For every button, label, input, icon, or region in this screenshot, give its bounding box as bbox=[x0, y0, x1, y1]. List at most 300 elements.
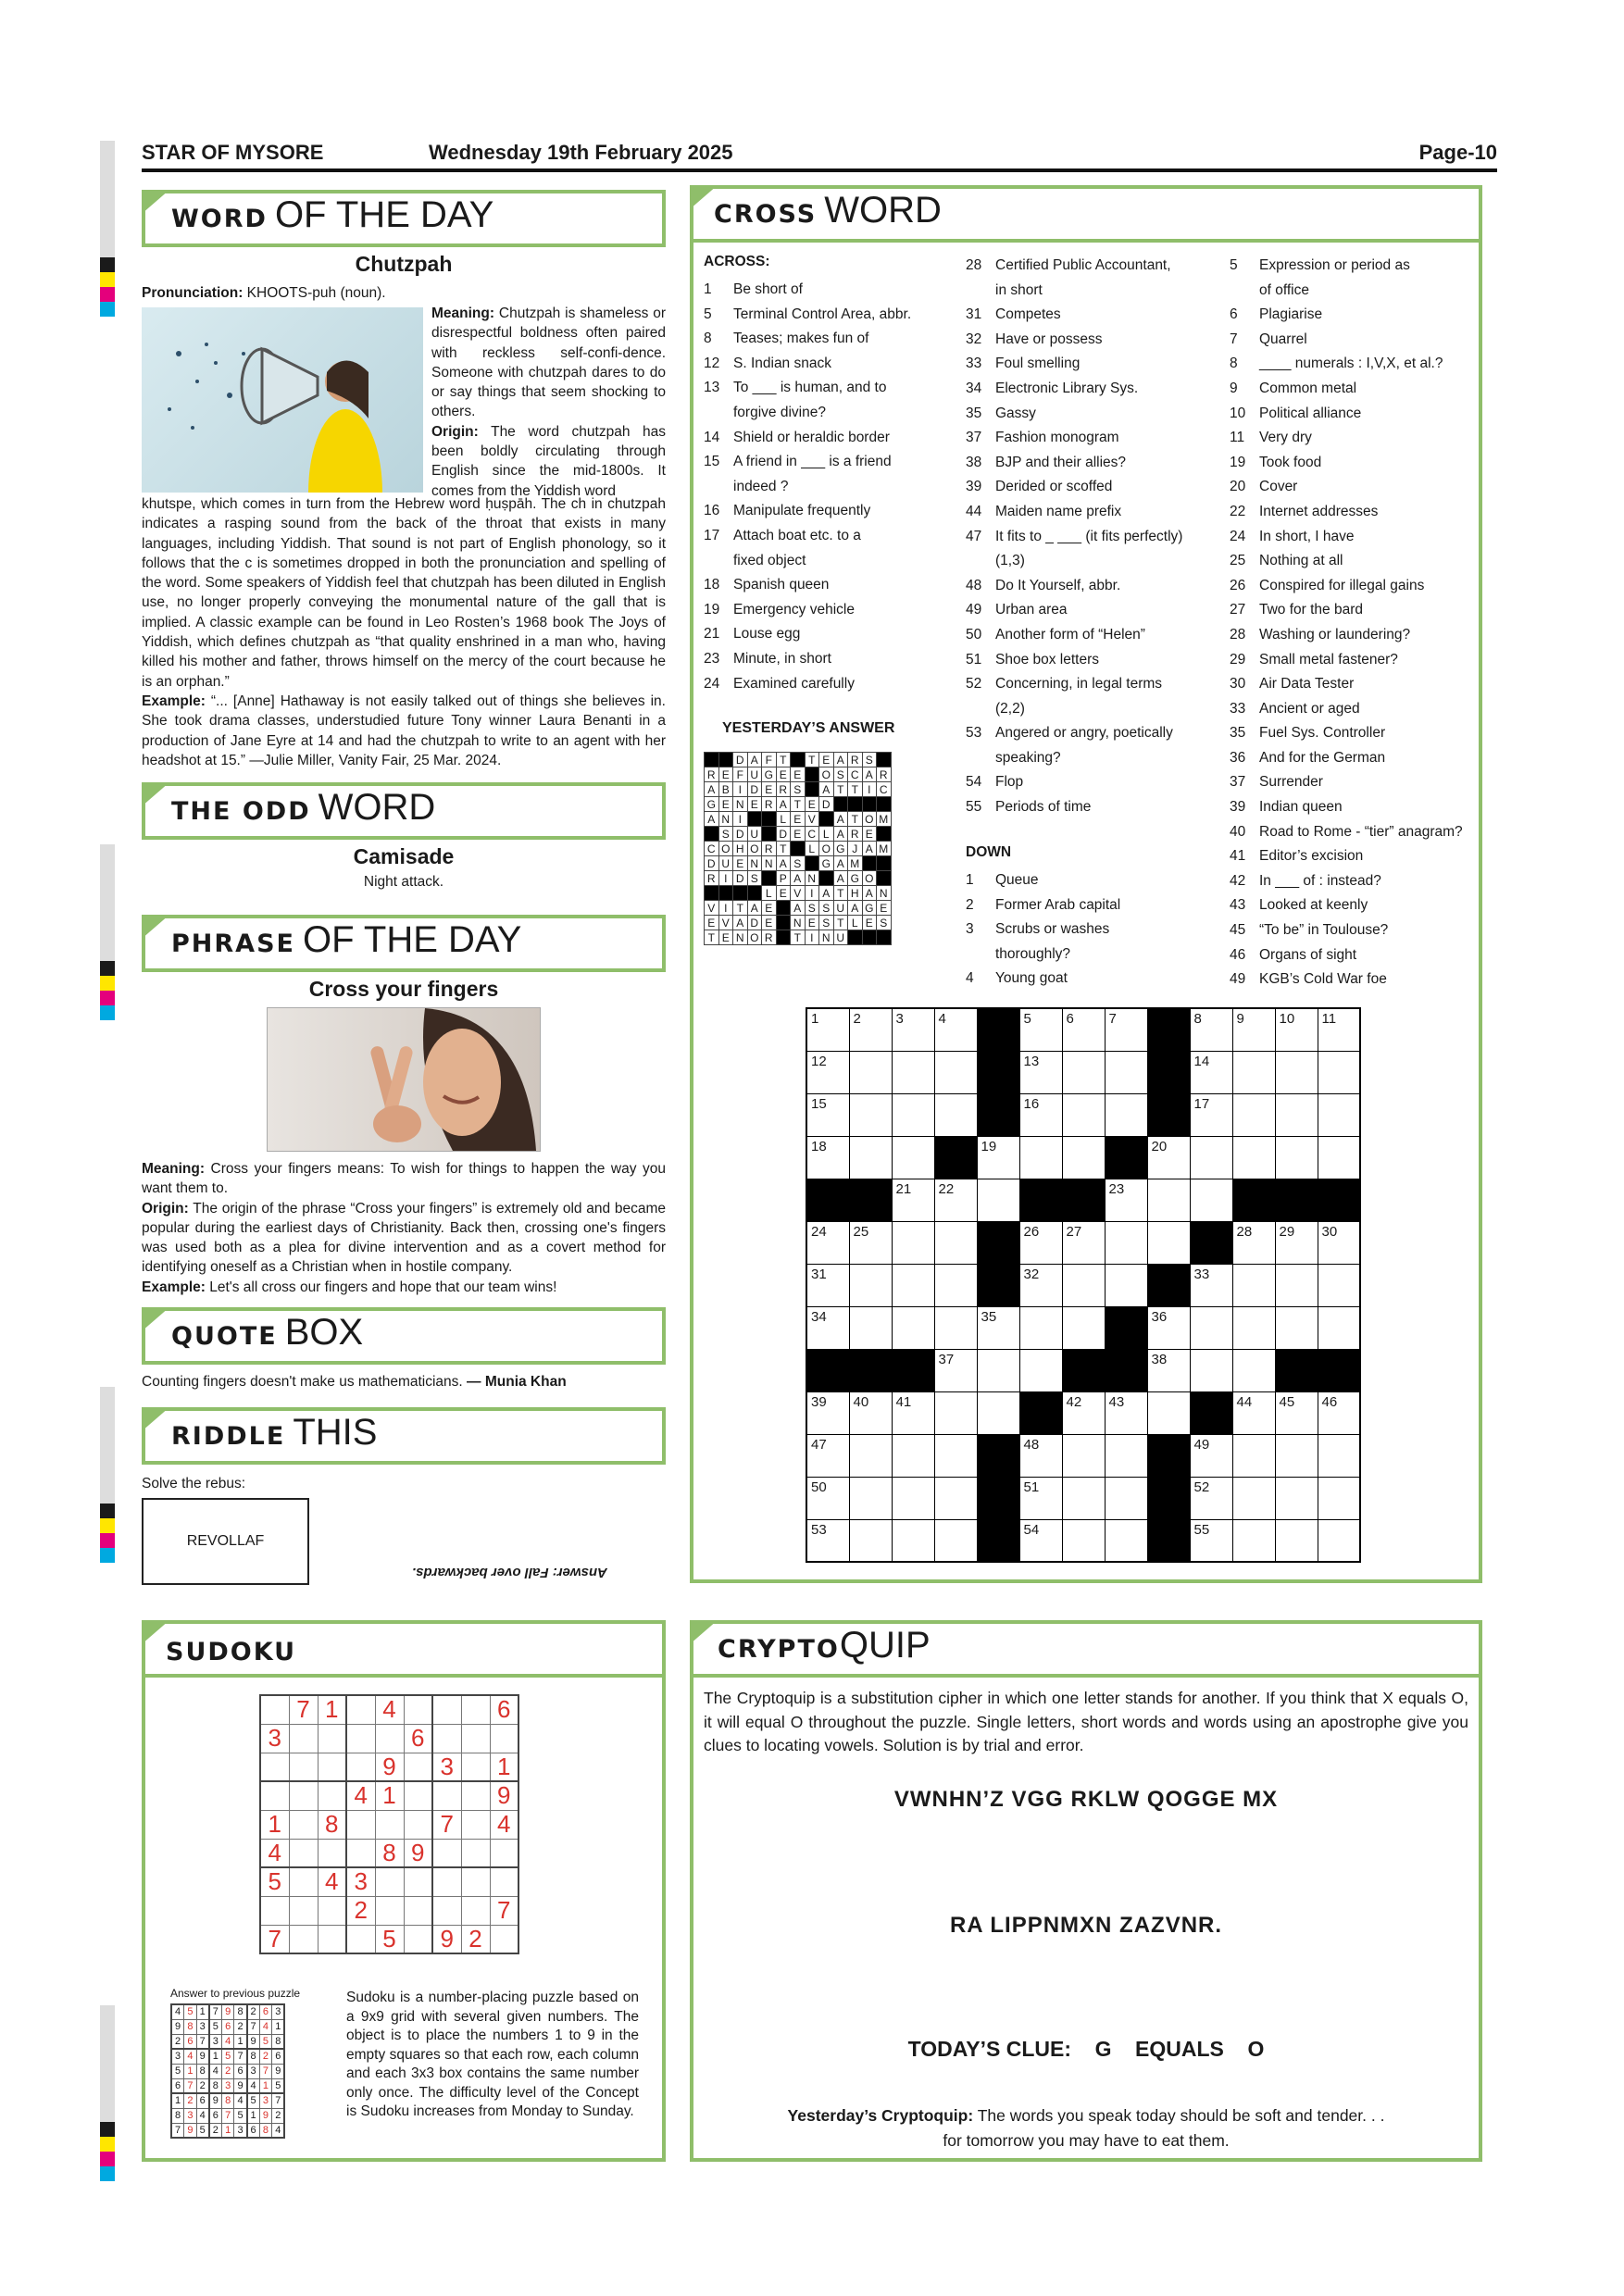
crossword-cell[interactable] bbox=[934, 1093, 977, 1136]
black-cell bbox=[1275, 1179, 1318, 1221]
answer-cell: V bbox=[705, 901, 719, 916]
crossword-cell[interactable] bbox=[892, 1519, 934, 1562]
sudoku-cell[interactable] bbox=[461, 1695, 490, 1724]
sudoku-cell[interactable] bbox=[318, 1724, 346, 1753]
sudoku-answer-cell: 5 bbox=[234, 2108, 247, 2123]
sudoku-cell[interactable] bbox=[318, 1781, 346, 1810]
black-cell bbox=[877, 753, 892, 767]
sudoku-cell[interactable] bbox=[289, 1781, 318, 1810]
crossword-cell[interactable] bbox=[934, 1264, 977, 1306]
clue-number bbox=[966, 942, 995, 967]
crossword-cell[interactable] bbox=[1318, 1093, 1360, 1136]
crossword-cell[interactable] bbox=[1105, 1391, 1147, 1434]
crossword-cell[interactable] bbox=[1019, 1093, 1062, 1136]
sudoku-cell[interactable] bbox=[375, 1867, 404, 1896]
black-cell bbox=[862, 930, 877, 945]
sudoku-cell[interactable] bbox=[461, 1810, 490, 1839]
cell-number: 48 bbox=[1023, 1436, 1040, 1453]
crossword-cell[interactable] bbox=[892, 1008, 934, 1051]
clue-text: Emergency vehicle bbox=[733, 601, 855, 618]
sudoku-cell[interactable] bbox=[461, 1896, 490, 1925]
crossword-cell[interactable] bbox=[1105, 1221, 1147, 1264]
crossword-cell[interactable] bbox=[1190, 1349, 1232, 1391]
sudoku-cell[interactable] bbox=[404, 1781, 432, 1810]
answer-cell: O bbox=[819, 842, 834, 856]
crossword-cell[interactable] bbox=[806, 1221, 849, 1264]
crossword-cell[interactable] bbox=[892, 1434, 934, 1477]
clue-text: Road to Rome - “tier” anagram? bbox=[1259, 823, 1463, 840]
answer-cell: E bbox=[791, 812, 806, 827]
cell-number: 13 bbox=[1023, 1053, 1040, 1069]
sudoku-answer-cell: 4 bbox=[221, 2034, 234, 2049]
crossword-cell[interactable] bbox=[1190, 1306, 1232, 1349]
crossword-cell[interactable] bbox=[1105, 1434, 1147, 1477]
clue-number: 8 bbox=[704, 331, 712, 347]
crossword-cell[interactable] bbox=[849, 1434, 892, 1477]
crossword-cell[interactable] bbox=[1275, 1306, 1318, 1349]
clue-row bbox=[966, 942, 1225, 967]
crossword-cell[interactable] bbox=[1147, 1391, 1190, 1434]
crossword-cell[interactable] bbox=[1019, 1221, 1062, 1264]
answer-cell: R bbox=[762, 930, 777, 945]
crossword-cell[interactable] bbox=[1062, 1264, 1105, 1306]
sudoku-answer-cell: 1 bbox=[196, 2004, 209, 2019]
sudoku-cell[interactable] bbox=[404, 1810, 432, 1839]
answer-cell: P bbox=[776, 871, 791, 886]
sudoku-cell[interactable] bbox=[490, 1925, 518, 1953]
issue-date: Wednesday 19th February 2025 bbox=[429, 141, 733, 164]
sudoku-cell[interactable] bbox=[461, 1781, 490, 1810]
crossword-cell[interactable] bbox=[1062, 1434, 1105, 1477]
sudoku-answer-cell: 6 bbox=[184, 2034, 197, 2049]
crossword-cell[interactable] bbox=[1232, 1221, 1275, 1264]
answer-cell: V bbox=[805, 812, 819, 827]
crossword-cell[interactable] bbox=[1062, 1221, 1105, 1264]
clue-number: 5 bbox=[1230, 257, 1238, 273]
sudoku-cell[interactable] bbox=[260, 1753, 289, 1781]
crossword-cell[interactable] bbox=[977, 1136, 1019, 1179]
sudoku-cell[interactable] bbox=[289, 1839, 318, 1867]
crossword-cell[interactable] bbox=[1019, 1477, 1062, 1519]
crossword-cell[interactable] bbox=[1275, 1221, 1318, 1264]
crossword-cell[interactable] bbox=[1019, 1434, 1062, 1477]
crossword-cell[interactable] bbox=[1232, 1008, 1275, 1051]
crossword-cell[interactable] bbox=[1062, 1306, 1105, 1349]
sudoku-cell[interactable] bbox=[432, 1867, 461, 1896]
clue-row bbox=[966, 648, 1225, 673]
crossword-cell[interactable] bbox=[1275, 1051, 1318, 1093]
crossword-cell[interactable] bbox=[806, 1008, 849, 1051]
clue-number bbox=[966, 697, 995, 722]
crossword-cell[interactable] bbox=[1275, 1391, 1318, 1434]
answer-cell: E bbox=[705, 916, 719, 930]
crossword-cell[interactable] bbox=[1318, 1264, 1360, 1306]
crossword-cell[interactable] bbox=[892, 1093, 934, 1136]
clue-row bbox=[1230, 844, 1480, 869]
sudoku-cell: 4 bbox=[318, 1867, 346, 1896]
crossword-cell[interactable] bbox=[1019, 1349, 1062, 1391]
crossword-cell[interactable] bbox=[1062, 1519, 1105, 1562]
sudoku-answer-cell: 3 bbox=[259, 2093, 272, 2108]
cell-number: 55 bbox=[1193, 1521, 1210, 1538]
sudoku-cell[interactable] bbox=[432, 1695, 461, 1724]
crossword-cell[interactable] bbox=[1190, 1051, 1232, 1093]
crossword-cell[interactable] bbox=[1019, 1051, 1062, 1093]
crossword-cell[interactable] bbox=[849, 1008, 892, 1051]
crossword-cell[interactable] bbox=[1232, 1264, 1275, 1306]
crossword-cell[interactable] bbox=[1019, 1519, 1062, 1562]
clue-row bbox=[704, 549, 958, 574]
answer-cell: N bbox=[791, 916, 806, 930]
crossword-cell[interactable] bbox=[977, 1349, 1019, 1391]
sudoku-answer-cell: 5 bbox=[209, 2019, 222, 2034]
crossword-cell[interactable] bbox=[1190, 1519, 1232, 1562]
answer-cell: S bbox=[833, 767, 848, 782]
sudoku-cell[interactable] bbox=[289, 1867, 318, 1896]
crossword-cell[interactable] bbox=[1318, 1519, 1360, 1562]
crossword-cell[interactable] bbox=[1147, 1221, 1190, 1264]
sudoku-cell[interactable] bbox=[432, 1896, 461, 1925]
clue-row bbox=[966, 426, 1225, 451]
clue-text: Indian queen bbox=[1259, 799, 1343, 816]
crossword-cell[interactable] bbox=[849, 1051, 892, 1093]
sudoku-cell[interactable] bbox=[346, 1724, 375, 1753]
sudoku-cell[interactable] bbox=[461, 1753, 490, 1781]
crossword-cell[interactable] bbox=[1105, 1093, 1147, 1136]
crossword-cell[interactable] bbox=[892, 1136, 934, 1179]
crossword-cell[interactable] bbox=[1019, 1136, 1062, 1179]
sudoku-cell[interactable] bbox=[375, 1896, 404, 1925]
sudoku-answer-cell: 4 bbox=[184, 2049, 197, 2064]
crossword-cell[interactable] bbox=[806, 1136, 849, 1179]
crossword-cell[interactable] bbox=[934, 1349, 977, 1391]
crossword-cell[interactable] bbox=[1232, 1477, 1275, 1519]
crossword-cell[interactable] bbox=[1232, 1519, 1275, 1562]
crossword-cell[interactable] bbox=[806, 1434, 849, 1477]
crossword-cell[interactable] bbox=[1019, 1306, 1062, 1349]
sudoku-answer-cell: 9 bbox=[221, 2004, 234, 2019]
clue-text: KGB’s Cold War foe bbox=[1259, 971, 1387, 988]
crossword-cell[interactable] bbox=[934, 1477, 977, 1519]
answer-cell: E bbox=[877, 901, 892, 916]
crossword-cell[interactable] bbox=[806, 1477, 849, 1519]
black-cell bbox=[705, 827, 719, 842]
crossword-cell[interactable] bbox=[1105, 1264, 1147, 1306]
crossword-cell[interactable] bbox=[1318, 1136, 1360, 1179]
clue-row bbox=[966, 279, 1225, 304]
crossword-cell[interactable] bbox=[1062, 1051, 1105, 1093]
sudoku-cell[interactable] bbox=[404, 1896, 432, 1925]
crossword-cell[interactable] bbox=[1190, 1179, 1232, 1221]
clue-text: Shoe box letters bbox=[995, 651, 1100, 668]
crossword-cell[interactable] bbox=[934, 1179, 977, 1221]
crossword-cell[interactable] bbox=[934, 1051, 977, 1093]
crossword-cell[interactable] bbox=[849, 1264, 892, 1306]
crossword-cell[interactable] bbox=[977, 1306, 1019, 1349]
cell-number: 29 bbox=[1279, 1223, 1295, 1240]
answer-cell: A bbox=[747, 901, 762, 916]
sudoku-answer-cell: 4 bbox=[196, 2108, 209, 2123]
crossword-cell[interactable] bbox=[934, 1221, 977, 1264]
crossword-cell[interactable] bbox=[1275, 1264, 1318, 1306]
clue-number: 15 bbox=[704, 454, 720, 470]
clue-number: 10 bbox=[1230, 405, 1246, 421]
clue-row bbox=[704, 622, 958, 647]
crossword-cell[interactable] bbox=[934, 1434, 977, 1477]
answer-cell: E bbox=[718, 797, 733, 812]
crossword-cell[interactable] bbox=[1019, 1264, 1062, 1306]
answer-cell: E bbox=[791, 767, 806, 782]
crossword-cell[interactable] bbox=[1318, 1477, 1360, 1519]
clue-row bbox=[1230, 893, 1480, 918]
crossword-cell[interactable] bbox=[1105, 1477, 1147, 1519]
cell-number: 39 bbox=[811, 1393, 827, 1410]
black-cell bbox=[862, 797, 877, 812]
crossword-cell[interactable] bbox=[1232, 1136, 1275, 1179]
clue-number: 43 bbox=[1230, 897, 1246, 914]
black-cell bbox=[977, 1221, 1019, 1264]
crossword-cell[interactable] bbox=[1318, 1434, 1360, 1477]
crossword-cell[interactable] bbox=[1147, 1136, 1190, 1179]
sudoku-cell[interactable] bbox=[461, 1724, 490, 1753]
crossword-cell[interactable] bbox=[934, 1306, 977, 1349]
sudoku-cell[interactable] bbox=[461, 1839, 490, 1867]
crossword-cell[interactable] bbox=[1062, 1477, 1105, 1519]
sudoku-cell[interactable] bbox=[432, 1724, 461, 1753]
crossword-cell[interactable] bbox=[892, 1221, 934, 1264]
sudoku-answer-cell: 2 bbox=[184, 2093, 197, 2108]
crossword-cell[interactable] bbox=[1318, 1306, 1360, 1349]
crossword-cell[interactable] bbox=[1062, 1008, 1105, 1051]
black-cell bbox=[705, 886, 719, 901]
answer-cell: G bbox=[848, 871, 863, 886]
black-cell bbox=[892, 1349, 934, 1391]
answer-cell: T bbox=[833, 916, 848, 930]
sudoku-answer-cell: 2 bbox=[259, 2049, 272, 2064]
sudoku-cell: 2 bbox=[346, 1896, 375, 1925]
sudoku-cell[interactable] bbox=[260, 1896, 289, 1925]
crossword-cell[interactable] bbox=[1147, 1179, 1190, 1221]
crossword-cell[interactable] bbox=[1105, 1179, 1147, 1221]
sudoku-cell[interactable] bbox=[461, 1867, 490, 1896]
sudoku-cell[interactable] bbox=[318, 1896, 346, 1925]
crossword-cell[interactable] bbox=[1318, 1391, 1360, 1434]
clue-row bbox=[1230, 426, 1480, 451]
crossword-cell[interactable] bbox=[1062, 1391, 1105, 1434]
crossword-cell[interactable] bbox=[1232, 1391, 1275, 1434]
crossword-cell[interactable] bbox=[1105, 1008, 1147, 1051]
sudoku-cell[interactable] bbox=[404, 1753, 432, 1781]
clue-text: Have or possess bbox=[995, 331, 1103, 347]
crossword-cell[interactable] bbox=[1062, 1136, 1105, 1179]
black-cell bbox=[977, 1093, 1019, 1136]
crossword-cell[interactable] bbox=[1105, 1519, 1147, 1562]
sudoku-cell[interactable] bbox=[490, 1867, 518, 1896]
black-cell bbox=[819, 812, 834, 827]
crossword-cell[interactable] bbox=[1147, 1306, 1190, 1349]
sudoku-cell[interactable] bbox=[490, 1724, 518, 1753]
sudoku-cell[interactable] bbox=[346, 1753, 375, 1781]
cell-number: 15 bbox=[811, 1095, 827, 1112]
answer-cell: E bbox=[776, 886, 791, 901]
crossword-cell[interactable] bbox=[934, 1519, 977, 1562]
clue-row bbox=[704, 303, 958, 328]
sudoku-cell[interactable] bbox=[432, 1839, 461, 1867]
clue-number: 1 bbox=[704, 281, 712, 297]
sudoku-cell[interactable] bbox=[260, 1781, 289, 1810]
sudoku-answer-cell: 8 bbox=[221, 2093, 234, 2108]
sudoku-cell[interactable] bbox=[432, 1781, 461, 1810]
clue-number: 13 bbox=[704, 380, 720, 396]
crossword-cell[interactable] bbox=[1318, 1051, 1360, 1093]
cell-number: 24 bbox=[811, 1223, 827, 1240]
answer-cell: A bbox=[862, 886, 877, 901]
answer-cell: A bbox=[833, 812, 848, 827]
answer-cell: A bbox=[747, 753, 762, 767]
crossword-cell[interactable] bbox=[1275, 1477, 1318, 1519]
answer-cell: A bbox=[862, 842, 877, 856]
crossword-cell[interactable] bbox=[849, 1221, 892, 1264]
crossword-cell[interactable] bbox=[849, 1306, 892, 1349]
crossword-cell[interactable] bbox=[1275, 1136, 1318, 1179]
crossword-cell[interactable] bbox=[1232, 1434, 1275, 1477]
clue-text: Foul smelling bbox=[995, 356, 1081, 372]
answer-cell: C bbox=[877, 782, 892, 797]
crossword-cell[interactable] bbox=[1190, 1434, 1232, 1477]
crossword-cell[interactable] bbox=[1190, 1136, 1232, 1179]
crossword-cell[interactable] bbox=[1232, 1306, 1275, 1349]
crossword-cell[interactable] bbox=[1275, 1434, 1318, 1477]
sudoku-cell[interactable] bbox=[289, 1810, 318, 1839]
crossword-cell[interactable] bbox=[849, 1477, 892, 1519]
crossword-cell[interactable] bbox=[1318, 1008, 1360, 1051]
crossword-cell[interactable] bbox=[892, 1391, 934, 1434]
crossword-cell[interactable] bbox=[977, 1179, 1019, 1221]
sudoku-cell[interactable] bbox=[318, 1753, 346, 1781]
answer-cell: N bbox=[733, 930, 748, 945]
black-cell bbox=[934, 1136, 977, 1179]
crossword-cell[interactable] bbox=[1190, 1477, 1232, 1519]
crossword-cell[interactable] bbox=[1190, 1008, 1232, 1051]
crossword-cell[interactable] bbox=[1105, 1051, 1147, 1093]
crossword-cell[interactable] bbox=[806, 1093, 849, 1136]
sudoku-cell[interactable] bbox=[318, 1839, 346, 1867]
crossword-cell[interactable] bbox=[1275, 1008, 1318, 1051]
crossword-cell[interactable] bbox=[1062, 1093, 1105, 1136]
sudoku-cell[interactable] bbox=[346, 1695, 375, 1724]
sudoku-cell[interactable] bbox=[346, 1839, 375, 1867]
clue-number: 21 bbox=[704, 626, 720, 643]
answer-cell: O bbox=[747, 930, 762, 945]
crossword-cell[interactable] bbox=[934, 1391, 977, 1434]
answer-cell: D bbox=[747, 782, 762, 797]
crossword-cell[interactable] bbox=[849, 1391, 892, 1434]
sudoku-cell[interactable] bbox=[375, 1810, 404, 1839]
clue-row bbox=[966, 721, 1225, 746]
answer-cell: C bbox=[705, 842, 719, 856]
sudoku-answer-cell: 1 bbox=[209, 2049, 222, 2064]
clue-number bbox=[704, 549, 733, 574]
sudoku-cell[interactable] bbox=[289, 1925, 318, 1953]
clue-number bbox=[966, 549, 995, 574]
todays-clue: TODAY’S CLUE: G EQUALS O bbox=[907, 2037, 1265, 2061]
crossword-cell[interactable] bbox=[1019, 1008, 1062, 1051]
crossword-cell[interactable] bbox=[849, 1136, 892, 1179]
crossword-cell[interactable] bbox=[892, 1306, 934, 1349]
clue-row bbox=[966, 254, 1225, 279]
answer-cell: S bbox=[791, 856, 806, 871]
crossword-cell[interactable] bbox=[806, 1306, 849, 1349]
crossword-cell[interactable] bbox=[892, 1264, 934, 1306]
cell-number: 54 bbox=[1023, 1521, 1040, 1538]
answer-cell: O bbox=[862, 871, 877, 886]
sudoku-cell[interactable] bbox=[404, 1867, 432, 1896]
sudoku-answer-cell: 2 bbox=[247, 2004, 260, 2019]
sudoku-cell[interactable] bbox=[346, 1925, 375, 1953]
answer-cell: T bbox=[705, 930, 719, 945]
sudoku-cell[interactable] bbox=[289, 1753, 318, 1781]
crossword-cell[interactable] bbox=[806, 1264, 849, 1306]
sudoku-cell[interactable] bbox=[346, 1810, 375, 1839]
crossword-cell[interactable] bbox=[806, 1519, 849, 1562]
crossword-cell[interactable] bbox=[1190, 1093, 1232, 1136]
sudoku-cell[interactable] bbox=[490, 1839, 518, 1867]
answer-cell: A bbox=[776, 856, 791, 871]
crossword-cell[interactable] bbox=[892, 1051, 934, 1093]
sudoku-cell[interactable] bbox=[318, 1925, 346, 1953]
sudoku-cell[interactable] bbox=[404, 1695, 432, 1724]
crossword-cell[interactable] bbox=[1147, 1349, 1190, 1391]
crossword-cell[interactable] bbox=[1232, 1093, 1275, 1136]
clue-number: 28 bbox=[1230, 626, 1246, 643]
clue-text: In short, I have bbox=[1259, 528, 1355, 544]
black-cell bbox=[776, 901, 791, 916]
crossword-cell[interactable] bbox=[806, 1051, 849, 1093]
crossword-cell[interactable] bbox=[1275, 1093, 1318, 1136]
quote-header: QUOTE BOX bbox=[142, 1307, 666, 1365]
sudoku-cell[interactable] bbox=[289, 1724, 318, 1753]
answer-cell: S bbox=[718, 827, 733, 842]
cell-number: 3 bbox=[895, 1011, 904, 1027]
crossword-cell[interactable] bbox=[849, 1519, 892, 1562]
crossword-cell[interactable] bbox=[1190, 1264, 1232, 1306]
crossword-cell[interactable] bbox=[892, 1477, 934, 1519]
crossword-cell[interactable] bbox=[892, 1179, 934, 1221]
clue-number: 25 bbox=[1230, 553, 1246, 569]
answer-cell: E bbox=[805, 797, 819, 812]
clue-row bbox=[966, 303, 1225, 328]
black-cell bbox=[819, 871, 834, 886]
clue-row bbox=[1230, 451, 1480, 476]
sudoku-cell[interactable] bbox=[260, 1695, 289, 1724]
sudoku-answer-cell: 5 bbox=[171, 2064, 184, 2078]
answer-cell: A bbox=[862, 767, 877, 782]
crossword-cell[interactable] bbox=[1232, 1349, 1275, 1391]
crossword-cell[interactable] bbox=[849, 1093, 892, 1136]
crossword-cell[interactable] bbox=[977, 1391, 1019, 1434]
crossword-cell[interactable] bbox=[806, 1391, 849, 1434]
sudoku-cell[interactable] bbox=[375, 1724, 404, 1753]
clue-number: 35 bbox=[966, 405, 982, 421]
crossword-cell[interactable] bbox=[934, 1008, 977, 1051]
sudoku-cell[interactable] bbox=[404, 1925, 432, 1953]
sudoku-cell[interactable] bbox=[289, 1896, 318, 1925]
crossword-cell[interactable] bbox=[1232, 1051, 1275, 1093]
crossword-cell[interactable] bbox=[1318, 1221, 1360, 1264]
clue-number: 55 bbox=[966, 799, 982, 816]
sudoku-answer-cell: 3 bbox=[247, 2064, 260, 2078]
crossword-cell[interactable] bbox=[1275, 1519, 1318, 1562]
